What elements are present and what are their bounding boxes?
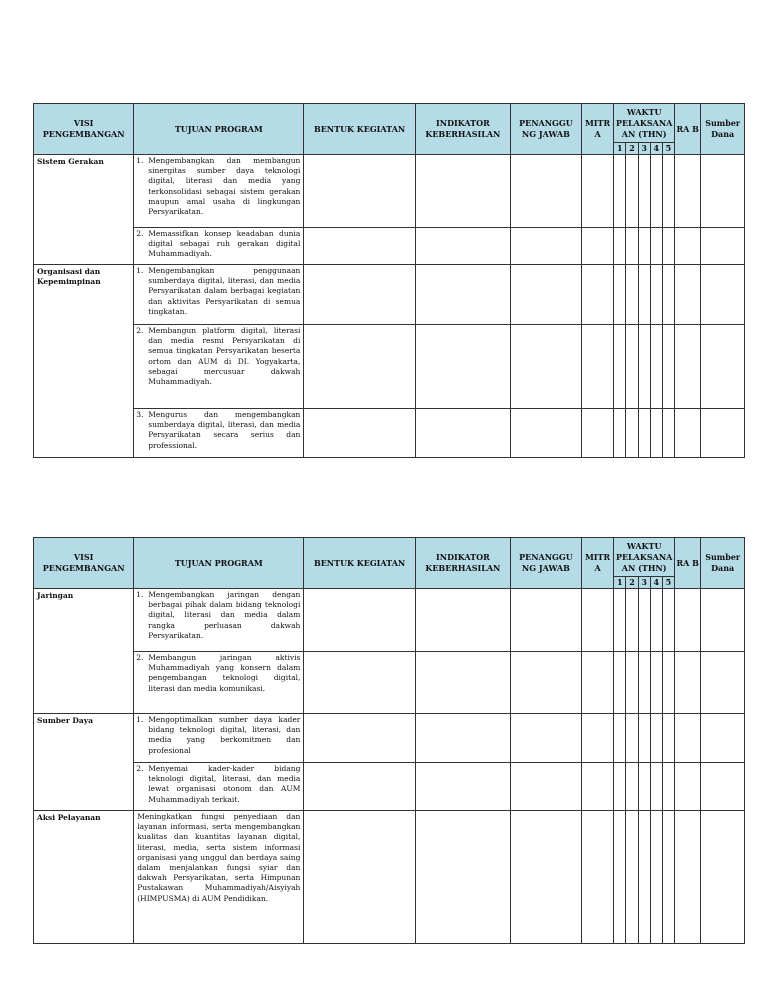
header-tujuan: TUJUAN PROGRAM bbox=[134, 538, 304, 589]
table-header bbox=[34, 538, 745, 589]
tujuan-cell bbox=[134, 409, 304, 458]
header-visi: VISI PENGEMBANGAN bbox=[34, 538, 134, 589]
visi-cell: Sistem Gerakan bbox=[34, 155, 134, 265]
header-year-5: 5 bbox=[662, 577, 674, 589]
item-text: Mengoptimalkan sumber daya kader bidang teknologi digital, literasi, dan media yang berkomitmen dan profesional bbox=[148, 715, 301, 755]
item-text: Mengembangkan penggunaan sumberdaya digital, literasi, dan media Persyarikatan dalam berbagai kegiatan dan aktivitas Persyarikatan di semua tingkatan. bbox=[148, 266, 301, 316]
tujuan-cell bbox=[134, 714, 304, 763]
table-row bbox=[34, 763, 745, 811]
visi-cell: Aksi Pelayanan bbox=[34, 811, 134, 944]
tujuan-cell bbox=[134, 589, 304, 652]
header-year-3: 3 bbox=[638, 577, 650, 589]
header-year-4: 4 bbox=[650, 143, 662, 155]
tujuan-cell: Meningkatkan fungsi penyediaan dan layanan informasi, serta mengembangkan kualitas dan kuantitas layanan digital, literasi, media, serta sistem informasi organisasi yang unggul dan berdaya saing dalam menjalankan fungsi syiar dan dakwah Persyarikatan, serta Himpunan Pustakawan Muhammadiyah/Aisyiyah (HIMPUSMA) di AUM Pendidikan. bbox=[134, 811, 304, 944]
table-row bbox=[34, 228, 745, 265]
item-number: 2. bbox=[136, 653, 144, 662]
header-year-1: 1 bbox=[614, 143, 626, 155]
tujuan-cell bbox=[134, 265, 304, 325]
header-year-4: 4 bbox=[650, 577, 662, 589]
header-rab: RA B bbox=[675, 538, 701, 589]
header-indikator: INDIKATOR KEBERHASILAN bbox=[415, 104, 510, 155]
item-number: 2. bbox=[136, 326, 144, 335]
header-mitra: MITR A bbox=[581, 104, 613, 155]
item-text: Memassifkan konsep keadaban dunia digital sebagai ruh gerakan digital Muhammadiyah. bbox=[148, 229, 301, 259]
header-year-2: 2 bbox=[626, 577, 638, 589]
header-waktu: WAKTU PELAKSANA AN (THN) bbox=[614, 538, 675, 577]
header-waktu: WAKTU PELAKSANA AN (THN) bbox=[614, 104, 675, 143]
header-penanggung-jawab: PENANGGU NG JAWAB bbox=[510, 104, 581, 155]
table-header bbox=[34, 104, 745, 155]
header-year-3: 3 bbox=[638, 143, 650, 155]
header-year-1: 1 bbox=[614, 577, 626, 589]
item-text: Mengembangkan jaringan dengan berbagai pihak dalam bidang teknologi digital, literasi dan media dalam rangka perluasan dakwah Persyarikatan. bbox=[148, 590, 301, 640]
header-bentuk: BENTUK KEGIATAN bbox=[304, 104, 415, 155]
tujuan-cell bbox=[134, 763, 304, 811]
header-mitra: MITR A bbox=[581, 538, 613, 589]
item-text: Membangun platform digital, literasi dan media resmi Persyarikatan di semua tingkatan Persyarikatan beserta ortom dan AUM di DI. Yogyakarta, sebagai mercusuar dakwah Muhammadiyah. bbox=[148, 326, 301, 387]
visi-cell: Sumber Daya bbox=[34, 714, 134, 811]
item-number: 1. bbox=[136, 266, 144, 275]
visi-cell: Jaringan bbox=[34, 589, 134, 714]
visi-cell: Organisasi dan Kepemimpinan bbox=[34, 265, 134, 458]
table-row bbox=[34, 155, 745, 228]
tujuan-cell bbox=[134, 325, 304, 409]
item-text: Membangun jaringan aktivis Muhammadiyah yang konsern dalam pengembangan teknologi digital, literasi dan media komunikasi. bbox=[148, 653, 301, 693]
program-table-1 bbox=[33, 103, 745, 458]
program-table-2 bbox=[33, 537, 745, 944]
table-row bbox=[34, 811, 745, 944]
table-row bbox=[34, 589, 745, 652]
header-sumber-dana: Sumber Dana bbox=[701, 538, 745, 589]
header-visi: VISI PENGEMBANGAN bbox=[34, 104, 134, 155]
table-row bbox=[34, 714, 745, 763]
table-row bbox=[34, 409, 745, 458]
item-text: Mengurus dan mengembangkan sumberdaya digital, literasi, dan media Persyarikatan secara serius dan professional. bbox=[148, 410, 301, 450]
header-year-5: 5 bbox=[662, 143, 674, 155]
header-penanggung-jawab: PENANGGU NG JAWAB bbox=[510, 538, 581, 589]
table-row bbox=[34, 652, 745, 714]
header-indikator: INDIKATOR KEBERHASILAN bbox=[415, 538, 510, 589]
header-rab: RA B bbox=[675, 104, 701, 155]
item-number: 1. bbox=[136, 590, 144, 599]
table-row bbox=[34, 325, 745, 409]
tujuan-cell bbox=[134, 228, 304, 265]
header-bentuk: BENTUK KEGIATAN bbox=[304, 538, 415, 589]
item-number: 1. bbox=[136, 715, 144, 724]
header-year-2: 2 bbox=[626, 143, 638, 155]
item-number: 2. bbox=[136, 764, 144, 773]
tujuan-cell bbox=[134, 155, 304, 228]
item-number: 3. bbox=[136, 410, 144, 419]
item-text: Mengembangkan dan membangun sinergitas sumber daya teknologi digital, literasi dan media yang terkonsolidasi sebagai sistem gerakan maupun amal usaha di lingkungan Persyarikatan. bbox=[148, 156, 301, 217]
tujuan-cell bbox=[134, 652, 304, 714]
header-tujuan: TUJUAN PROGRAM bbox=[134, 104, 304, 155]
item-number: 1. bbox=[136, 156, 144, 165]
header-sumber-dana: Sumber Dana bbox=[701, 104, 745, 155]
item-text: Menyemai kader-kader bidang teknologi digital, literasi, dan media lewat organisasi otonom dan AUM Muhammadiyah terkait. bbox=[148, 764, 301, 804]
table-row bbox=[34, 265, 745, 325]
item-number: 2. bbox=[136, 229, 144, 238]
